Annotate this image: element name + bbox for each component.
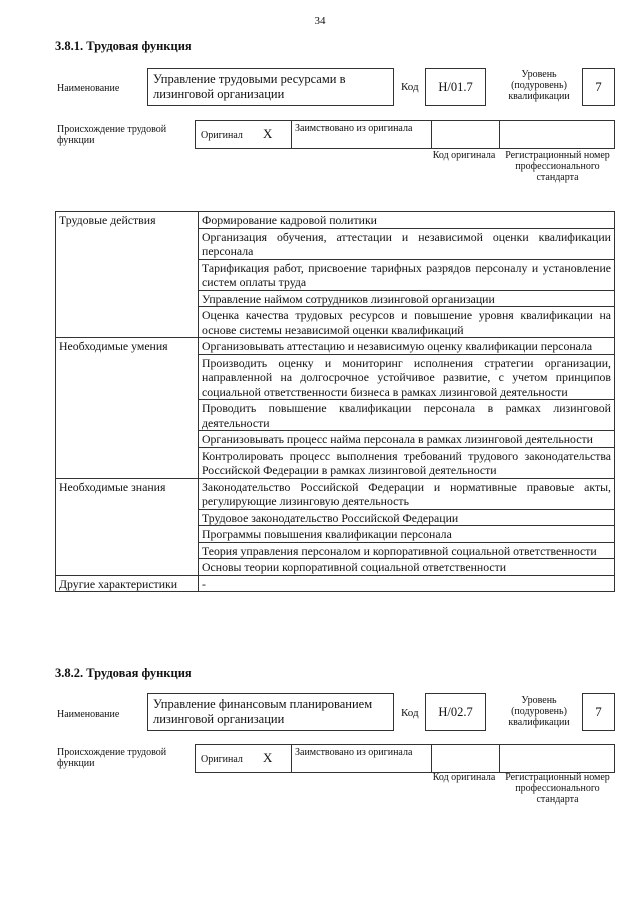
reg-number-cell	[499, 745, 614, 772]
table-cell: Оценка качества трудовых ресурсов и повышение уровня квалификации на основе системы независимой оценки квалификаций	[199, 307, 615, 338]
qualification-level-box: 7	[582, 68, 615, 106]
function-code-box: H/02.7	[425, 693, 486, 731]
page-number: 34	[314, 15, 326, 27]
origin-row	[195, 744, 615, 773]
section-title: 3.8.2. Трудовая функция	[55, 666, 192, 680]
borrowed-label: Заимствовано из оригинала	[295, 747, 413, 758]
borrowed-label: Заимствовано из оригинала	[295, 123, 413, 134]
category-cell: Трудовые действия	[56, 212, 199, 338]
reg-number-cell	[499, 121, 614, 148]
table-cell: Производить оценку и мониторинг исполнения стратегии организации, направленной на долгосрочное устойчивое развитие, с учетом принципов социальной ответственности бизнеса в рамках лизинговой деятельности	[199, 354, 615, 400]
reg-number-caption: Регистрационный номер профессионального стандарта	[505, 772, 610, 805]
table-row	[56, 212, 615, 229]
table-cell: -	[199, 575, 615, 592]
table-cell: Программы повышения квалификации персонала	[199, 526, 615, 543]
category-cell: Необходимые знания	[56, 478, 199, 575]
table-row	[56, 575, 615, 592]
table-cell: Тарификация работ, присвоение тарифных разрядов персоналу и установление систем оплаты труда	[199, 259, 615, 290]
origin-row	[195, 120, 615, 149]
original-mark: X	[263, 126, 273, 141]
function-details-table	[55, 211, 615, 592]
section-title: 3.8.1. Трудовая функция	[55, 39, 192, 53]
function-name-box: Управление финансовым планированием лизинговой организации	[147, 693, 394, 731]
table-cell: Теория управления персоналом и корпоративной социальной ответственности	[199, 542, 615, 559]
borrowed-cell	[291, 745, 431, 772]
table-cell: Контролировать процесс выполнения требований трудового законодательства Российской Федерации в рамках лизинговой деятельности	[199, 447, 615, 478]
function-code-box: H/01.7	[425, 68, 486, 106]
original-mark: X	[263, 750, 273, 765]
table-cell: Законодательство Российской Федерации и нормативные правовые акты, регулирующие лизинговую деятельность	[199, 478, 615, 509]
origin-label: Происхождение трудовой функции	[57, 124, 167, 146]
code-original-cell	[431, 745, 499, 772]
qualification-level-box: 7	[582, 693, 615, 731]
code-label: Код	[401, 81, 419, 93]
level-label: Уровень (подуровень) квалификации	[508, 695, 570, 728]
table-cell: Организация обучения, аттестации и независимой оценки квалификации персонала	[199, 228, 615, 259]
table-row	[56, 478, 615, 509]
table-cell: Трудовое законодательство Российской Федерации	[199, 509, 615, 526]
name-label: Наименование	[57, 83, 120, 94]
origin-label: Происхождение трудовой функции	[57, 747, 167, 769]
borrowed-cell	[291, 121, 431, 148]
table-cell: Проводить повышение квалификации персонала в рамках лизинговой деятельности	[199, 400, 615, 431]
code-original-caption: Код оригинала	[432, 772, 496, 783]
table-cell: Организовывать аттестацию и независимую оценку квалификации персонала	[199, 338, 615, 355]
table-cell: Формирование кадровой политики	[199, 212, 615, 229]
function-name-box: Управление трудовыми ресурсами в лизинговой организации	[147, 68, 394, 106]
category-cell: Необходимые умения	[56, 338, 199, 479]
code-original-caption: Код оригинала	[432, 150, 496, 161]
level-label: Уровень (подуровень) квалификации	[508, 69, 570, 102]
table-row	[56, 338, 615, 355]
name-label: Наименование	[57, 709, 120, 720]
original-label: Оригинал	[201, 130, 243, 141]
table-cell: Основы теории корпоративной социальной ответственности	[199, 559, 615, 576]
reg-number-caption: Регистрационный номер профессионального стандарта	[505, 150, 610, 183]
code-original-cell	[431, 121, 499, 148]
original-label: Оригинал	[201, 754, 243, 765]
code-label: Код	[401, 707, 419, 719]
table-cell: Организовывать процесс найма персонала в рамках лизинговой деятельности	[199, 431, 615, 448]
category-cell: Другие характеристики	[56, 575, 199, 592]
table-cell: Управление наймом сотрудников лизинговой организации	[199, 290, 615, 307]
